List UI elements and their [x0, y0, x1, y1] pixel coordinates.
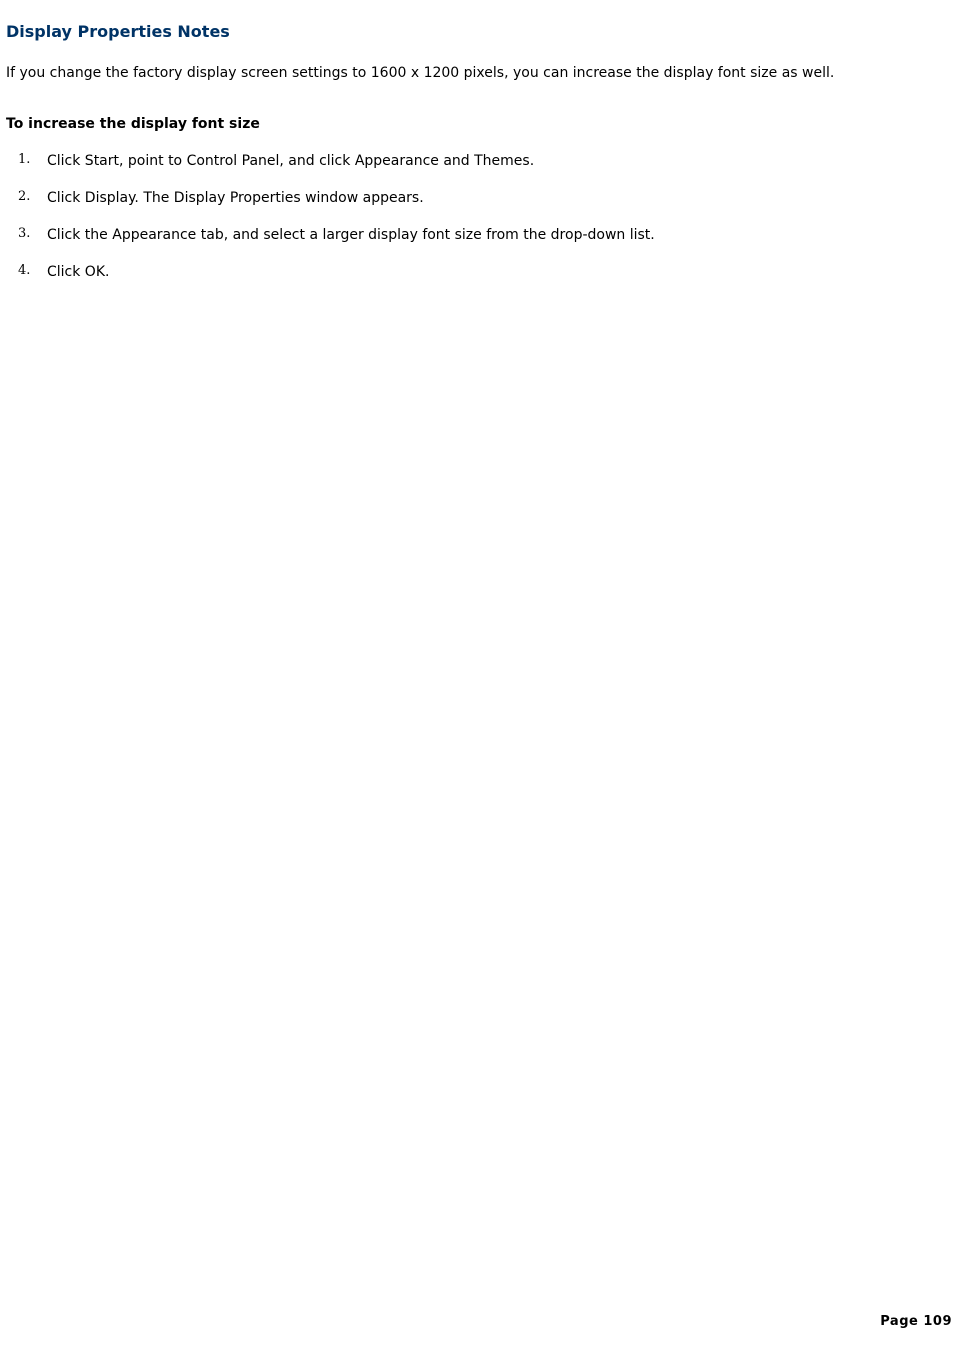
step-number: 3. [18, 226, 31, 241]
step-number: 1. [18, 152, 31, 167]
step-text: Click OK. [47, 264, 110, 280]
step-number: 4. [18, 263, 31, 278]
step-number: 2. [18, 189, 31, 204]
step-item [0, 261, 954, 298]
step-text: Click the Appearance tab, and select a larger display font size from the drop-down list. [47, 227, 655, 243]
page-number: Page 109 [880, 1314, 952, 1329]
steps-list [0, 150, 954, 298]
intro-paragraph: If you change the factory display screen settings to 1600 x 1200 pixels, you can increase the display font size as well. [6, 65, 835, 81]
step-item [0, 224, 954, 261]
step-item [0, 150, 954, 187]
step-item [0, 187, 954, 224]
step-text: Click Display. The Display Properties window appears. [47, 190, 424, 206]
section-heading: To increase the display font size [6, 116, 260, 132]
step-text: Click Start, point to Control Panel, and click Appearance and Themes. [47, 153, 535, 169]
page-title: Display Properties Notes [6, 22, 230, 41]
